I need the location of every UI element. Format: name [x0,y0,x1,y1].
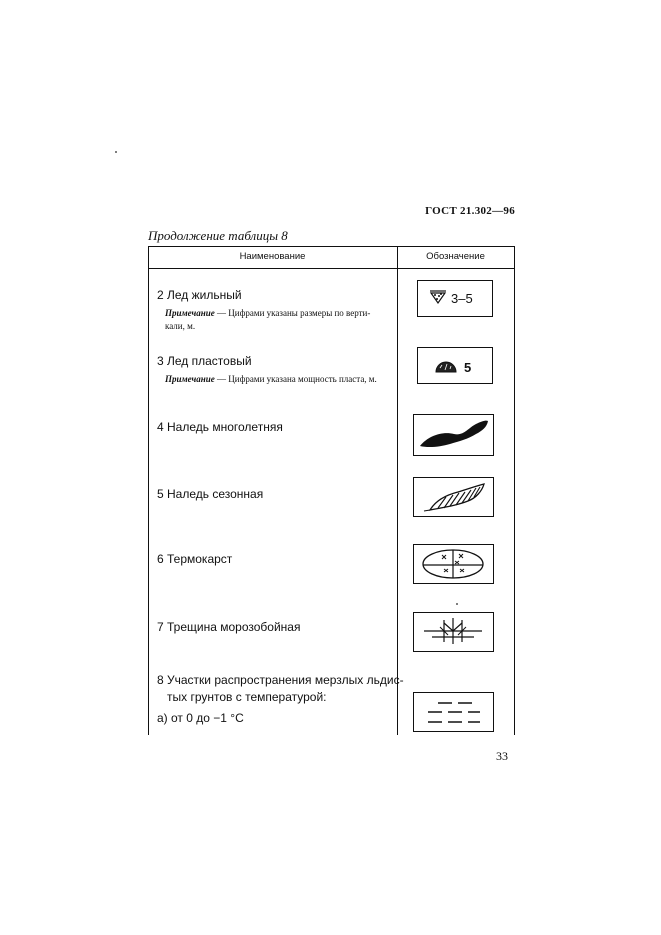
row-note [165,373,397,386]
note-label: Примечание [165,374,215,384]
row-name: 6 Термокарст [157,552,233,566]
row-name: 3 Лед пластовый [157,354,252,368]
perennial-icing-icon [414,415,492,454]
row-name: 2 Лед жильный [157,288,242,302]
table-column-divider [397,246,398,735]
stray-dot [115,151,117,153]
symbol-label: 3–5 [451,291,473,306]
sheet-ice-icon [418,348,491,382]
note-text-cont: кали, м. [165,321,196,331]
table-border-right [514,246,515,735]
page-number: 33 [496,749,508,763]
note-label: Примечание [165,308,215,318]
row-name: 7 Трещина морозобойная [157,620,301,634]
symbol-box [417,280,493,317]
symbol-box [413,544,494,584]
symbol-box [417,347,493,384]
symbol-box [413,477,494,517]
table-border-left [148,246,149,735]
frost-crack-icon [414,613,492,650]
note-text: — Цифрами указана мощность пласта, м. [217,374,377,384]
column-header-symbol: Обозначение [426,251,485,262]
symbol-box [413,692,494,732]
table-header-divider [148,268,514,269]
row-sub-item: а) от 0 до −1 °С [157,711,244,725]
row-name-line2: тых грунтов с температурой: [167,690,327,704]
note-text: — Цифрами указаны размеры по верти- [217,308,371,318]
thermokarst-icon [414,545,492,582]
seasonal-icing-icon [414,478,492,515]
row-note [165,307,397,333]
frozen-ground-icon [414,693,492,730]
table-caption: Продолжение таблицы 8 [148,228,288,243]
table-border-top [148,246,514,247]
column-header-name: Наименование [239,251,306,262]
row-name-line1: 8 Участки распространения мерзлых льдис- [157,673,404,687]
standard-code: ГОСТ 21.302—96 [425,205,515,217]
symbol-box [413,612,494,652]
symbol-label: 5 [464,360,472,375]
stray-dot [456,603,458,605]
symbol-box [413,414,494,456]
vein-ice-icon [418,281,491,315]
row-name: 4 Наледь многолетняя [157,420,283,434]
row-name: 5 Наледь сезонная [157,487,264,501]
